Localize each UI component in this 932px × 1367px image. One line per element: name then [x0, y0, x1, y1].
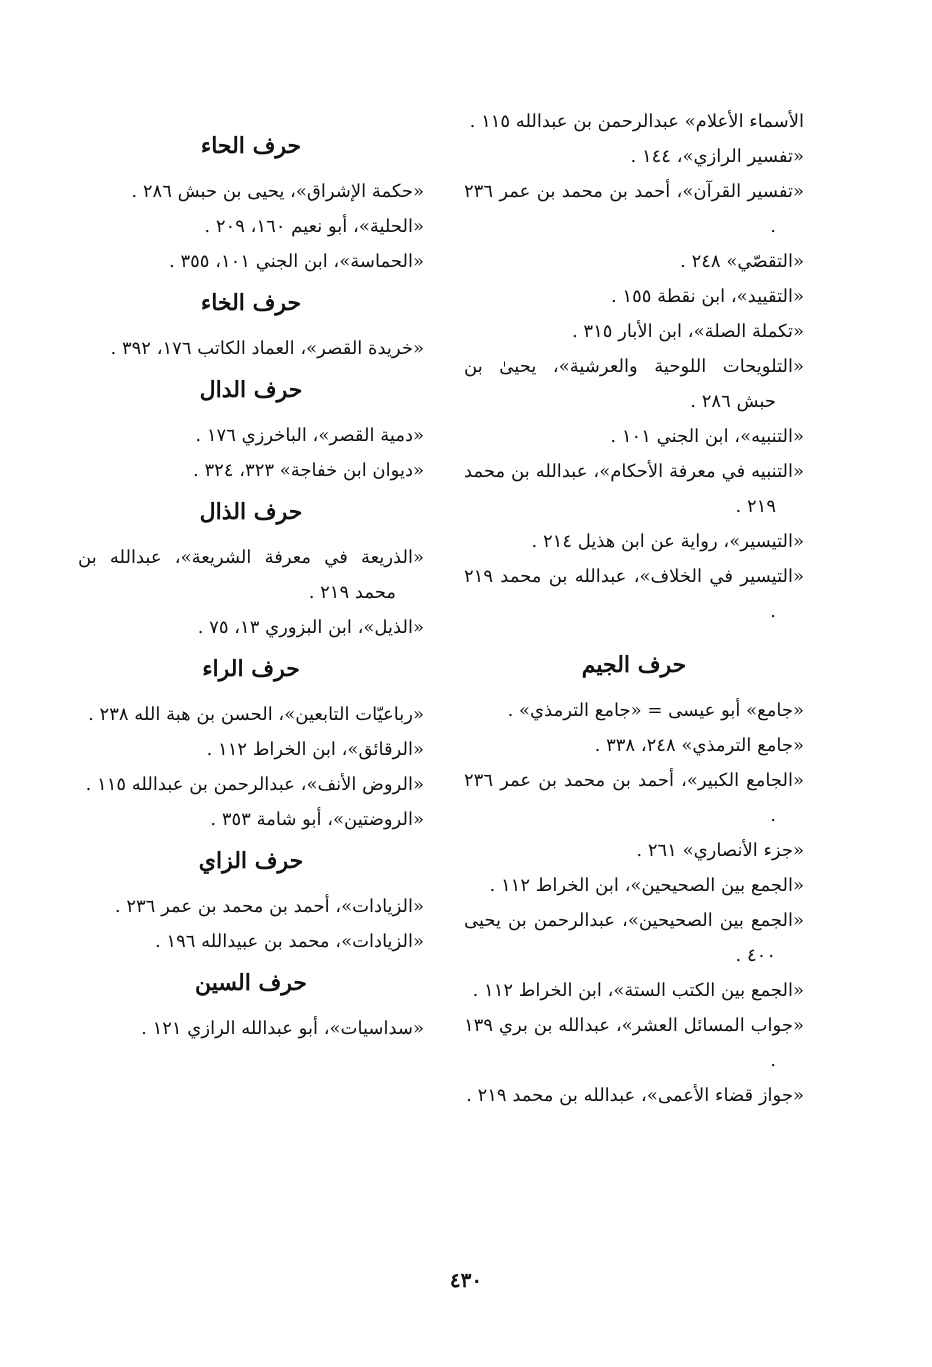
- index-entry: «الذريعة في معرفة الشريعة»، عبدالله بن محمد ٢١٩ .: [78, 547, 424, 603]
- section-heading: حرف الخاء: [200, 290, 302, 316]
- index-entry: «الزيادات»، محمد بن عبيدالله ١٩٦ .: [154, 931, 424, 952]
- index-entry: «الذيل»، ابن البزوري ١٣، ٧٥ .: [197, 617, 424, 638]
- index-entry: «دمية القصر»، الباخرزي ١٧٦ .: [195, 425, 424, 446]
- right-column: [464, 104, 804, 1119]
- index-entry: «ديوان ابن خفاجة» ٣٢٣، ٣٢٤ .: [193, 460, 424, 481]
- dhal-section: [78, 494, 424, 645]
- ta-section-continued: [464, 104, 804, 629]
- index-entry: «الزيادات»، أحمد بن محمد بن عمر ٢٣٦ .: [114, 896, 424, 917]
- zay-section: [78, 843, 424, 959]
- section-heading: حرف الحاء: [200, 133, 302, 159]
- section-heading: حرف الدال: [199, 377, 303, 403]
- index-entry: «الجمع بين الصحيحين»، ابن الخراط ١١٢ .: [489, 875, 804, 896]
- index-entry: «الجامع الكبير»، أحمد بن محمد بن عمر ٢٣٦ .: [464, 770, 804, 826]
- dal-section: [78, 372, 424, 488]
- index-entry: «الرقائق»، ابن الخراط ١١٢ .: [206, 739, 424, 760]
- section-heading: حرف الذال: [199, 499, 303, 525]
- sin-section: [78, 965, 424, 1046]
- index-entry: «تكملة الصلة»، ابن الأبار ٣١٥ .: [571, 321, 804, 342]
- index-entry: «الحماسة»، ابن الجني ١٠١، ٣٥٥ .: [169, 251, 424, 272]
- index-entry: «سداسيات»، أبو عبدالله الرازي ١٢١ .: [141, 1018, 424, 1039]
- index-entry: «جواز قضاء الأعمى»، عبدالله بن محمد ٢١٩ .: [466, 1085, 804, 1106]
- index-entry: «جامع الترمذي» ٢٤٨، ٣٣٨ .: [594, 735, 804, 756]
- index-entry: «جزء الأنصاري» ٢٦١ .: [636, 840, 804, 861]
- index-entry: «حكمة الإشراق»، يحيى بن حبش ٢٨٦ .: [131, 181, 424, 202]
- page-number: ٤٣٠: [449, 1268, 483, 1292]
- index-entry: «الروض الأنف»، عبدالرحمن بن عبدالله ١١٥ .: [85, 774, 424, 795]
- kha-section: [78, 285, 424, 366]
- section-heading: حرف الراء: [202, 656, 300, 682]
- section-heading: حرف الزاي: [198, 848, 304, 874]
- index-entry: «الجمع بين الصحيحين»، عبدالرحمن بن يحيى ٤٠٠ .: [464, 910, 804, 966]
- index-entry: «الجمع بين الكتب الستة»، ابن الخراط ١١٢ .: [472, 980, 804, 1001]
- index-entry: «خريدة القصر»، العماد الكاتب ١٧٦، ٣٩٢ .: [110, 338, 424, 359]
- left-column: [78, 128, 424, 1052]
- index-entry: «التقييد»، ابن نقطة ١٥٥ .: [610, 286, 804, 307]
- index-entry: «التنبيه»، ابن الجني ١٠١ .: [610, 426, 804, 447]
- index-entry: «جواب المسائل العشر»، عبدالله بن بري ١٣٩ .: [464, 1015, 804, 1071]
- index-entry: «الحلية»، أبو نعيم ١٦٠، ٢٠٩ .: [204, 216, 424, 237]
- section-heading: حرف الجيم: [581, 652, 687, 678]
- section-heading: حرف السين: [194, 970, 308, 996]
- jim-section: [464, 647, 804, 1113]
- ra-section: [78, 651, 424, 837]
- index-entry: «تفسير القرآن»، أحمد بن محمد بن عمر ٢٣٦ .: [464, 181, 804, 237]
- index-entry: «الروضتين»، أبو شامة ٣٥٣ .: [210, 809, 424, 830]
- index-entry: «التقصّي» ٢٤٨ .: [680, 251, 804, 272]
- index-entry: «تفسير الرازي»، ١٤٤ .: [630, 146, 804, 167]
- index-entry: «التنبيه في معرفة الأحكام»، عبدالله بن محمد ٢١٩ .: [464, 461, 804, 517]
- index-entry: «التلويحات اللوحية والعرشية»، يحيىٰ بن حبش ٢٨٦ .: [464, 356, 804, 412]
- index-entry: «التيسير في الخلاف»، عبدالله بن محمد ٢١٩ .: [464, 566, 804, 622]
- ha-section: [78, 128, 424, 279]
- index-entry: الأسماء الأعلام» عبدالرحمن بن عبدالله ١١٥ .: [469, 111, 804, 132]
- index-entry: «رباعيّات التابعين»، الحسن بن هبة الله ٢٣٨ .: [88, 704, 424, 725]
- index-entry: «جامع» أبو عيسى = «جامع الترمذي» .: [507, 700, 804, 721]
- index-entry: «التيسير»، رواية عن ابن هذيل ٢١٤ .: [531, 531, 804, 552]
